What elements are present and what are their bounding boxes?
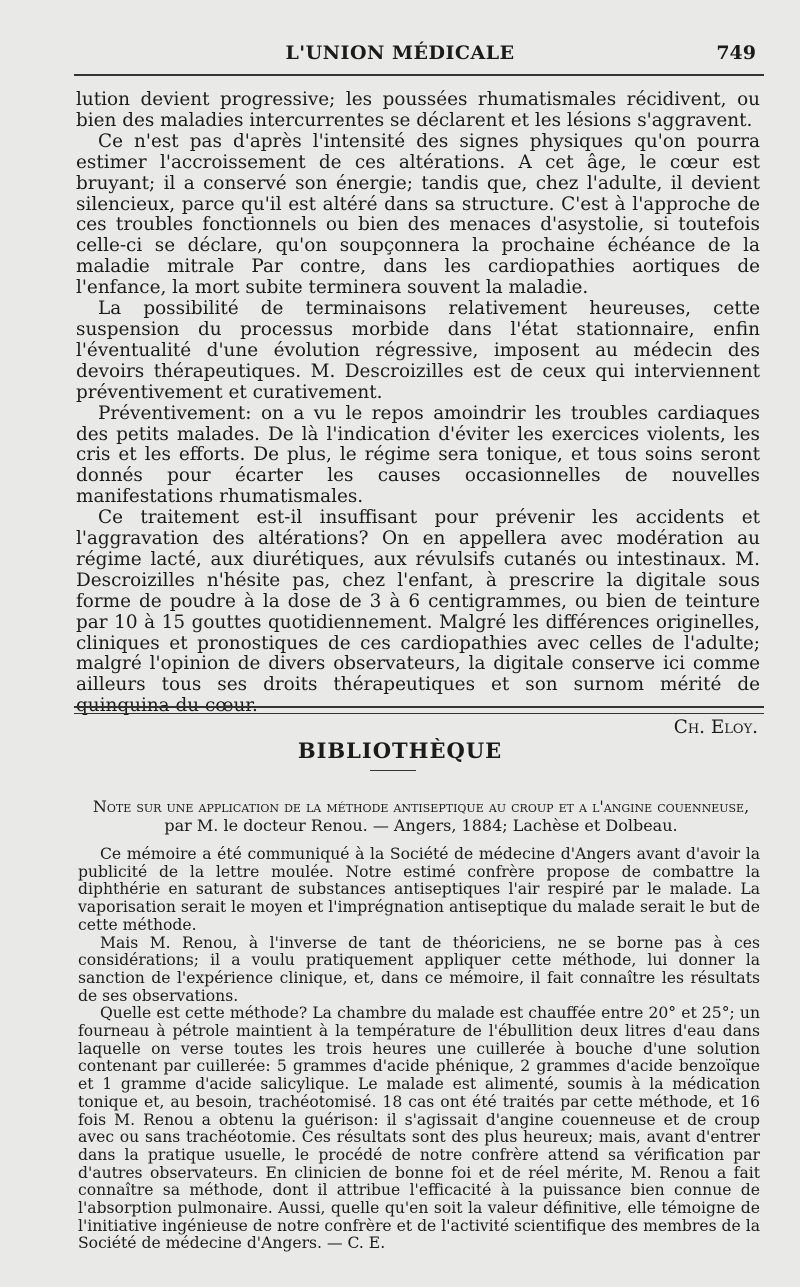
section-divider bbox=[74, 706, 764, 714]
running-head bbox=[0, 42, 800, 72]
header-rule bbox=[74, 74, 764, 76]
article-paragraph: Ce traitement est-il insuffisant pour prévenir les accidents et l'aggravation des altérations? On en appellera avec modération au régime lacté, aux diurétiques, aux révulsifs cutanés ou intestinaux. M. Descroizilles n'hésite pas, chez l'enfant, à prescrire la digitale sous forme de poudre à la dose de 3 à 6 centigrammes, ou bien de teinture par 10 à 15 gouttes quotidiennement. Malgré les différences originelles, cliniques et pronostiques de ces cardiopathies avec celles de l'adulte; malgré l'opinion de divers observateurs, la digitale conserve ici comme ailleurs tous ses droits thérapeutiques et son surnom mérité de quinquina du cœur. bbox=[76, 507, 760, 717]
review-body bbox=[78, 846, 760, 1253]
author-signature: Ch. Eloy. bbox=[673, 717, 758, 739]
review-title: Note sur une application de la méthode antiseptique au croup et a l'angine couenneuse, bbox=[92, 797, 750, 816]
review-paragraph: Mais M. Renou, à l'inverse de tant de théoriciens, ne se borne pas à ces considérations; il a voulu pratiquement appliquer cette méthode, lui donner la sanction de l'expérience clinique, et, dans ce mémoire, il fait connaître les résultats de ses observations. bbox=[78, 933, 760, 1005]
article-paragraph: lution devient progressive; les poussées rhumatismales récidivent, ou bien des maladies intercurrentes se déclarent et les lésions s'aggravent. bbox=[76, 89, 760, 131]
section-title-underline bbox=[370, 770, 416, 771]
review-paragraph: Quelle est cette méthode? La chambre du malade est chauffée entre 20° et 25°; un fourneau à pétrole maintient à la température de l'ébullition deux litres d'eau dans laquelle on verse toutes les trois heures une cuillerée à bouche d'une solution contenant par cuillerée: 5 grammes d'acide phénique, 2 grammes d'acide benzoïque et 1 gramme d'acide salicylique. Le malade est alimenté, soumis à la médication tonique et, au besoin, trachéotomisé. 18 cas ont été traités par cette méthode, et 16 fois M. Renou a obtenu la guérison: il s'agissait d'angine couenneuse et de croup avec ou sans trachéotomie. Ces résultats sont des plus heureux; mais, avant d'entrer dans la pratique usuelle, le procédé de notre confrère attend sa vérification par d'autres observateurs. En clinicien de bonne foi et de réel mérite, M. Renou a fait connaître sa méthode, dont il attribue l'efficacité à la puissance bien connue de l'absorption pulmonaire. Aussi, quelle qu'en soit la valeur définitive, elle témoigne de l'initiative ingénieuse de notre confrère et de l'activité scientifique des membres de la Société de médecine d'Angers. — C. E. bbox=[78, 1004, 760, 1253]
page-number: 749 bbox=[716, 42, 756, 64]
section-title: BIBLIOTHÈQUE bbox=[297, 738, 503, 763]
article-paragraph: Préventivement: on a vu le repos amoindrir les troubles cardiaques des petits malades. De là l'indication d'éviter les exercices violents, les cris et les efforts. De plus, le régime sera tonique, et tous soins seront donnés pour écarter les causes occasionnelles de nouvelles manifestations rhumatismales. bbox=[76, 402, 760, 508]
review-byline: par M. le docteur Renou. — Angers, 1884; Lachèse et Dolbeau. bbox=[164, 816, 678, 835]
journal-title: L'UNION MÉDICALE bbox=[285, 42, 515, 64]
article-paragraph: La possibilité de terminaisons relativement heureuses, cette suspension du processus morbide dans l'état stationnaire, enfin l'éventualité d'une évolution régressive, imposent au médecin des devoirs thérapeutiques. M. Descroizilles est de ceux qui interviennent préventivement et curativement. bbox=[76, 298, 760, 403]
review-paragraph: Ce mémoire a été communiqué à la Société de médecine d'Angers avant d'avoir la publicité de la lettre moulée. Notre estimé confrère propose de combattre la diphthérie en saturant de substances antiseptiques l'air respiré par le malade. La vaporisation serait le moyen et l'imprégnation antiseptique du malade serait le but de cette méthode. bbox=[78, 845, 760, 934]
article-paragraph: Ce n'est pas d'après l'intensité des signes physiques qu'on pourra estimer l'accroissement de ces altérations. A cet âge, le cœur est bruyant; il a conservé son énergie; tandis que, chez l'adulte, il devient silencieux, parce qu'il est altéré dans sa structure. C'est à l'approche de ces troubles fonctionnels ou bien des menaces d'asystolie, si toutefois celle-ci se déclare, qu'on soupçonnera la prochaine échéance de la maladie mitrale Par contre, dans les cardiopathies aortiques de l'enfance, la mort subite terminera souvent la maladie. bbox=[76, 130, 760, 299]
review-heading bbox=[76, 797, 766, 835]
article-body bbox=[76, 90, 760, 739]
